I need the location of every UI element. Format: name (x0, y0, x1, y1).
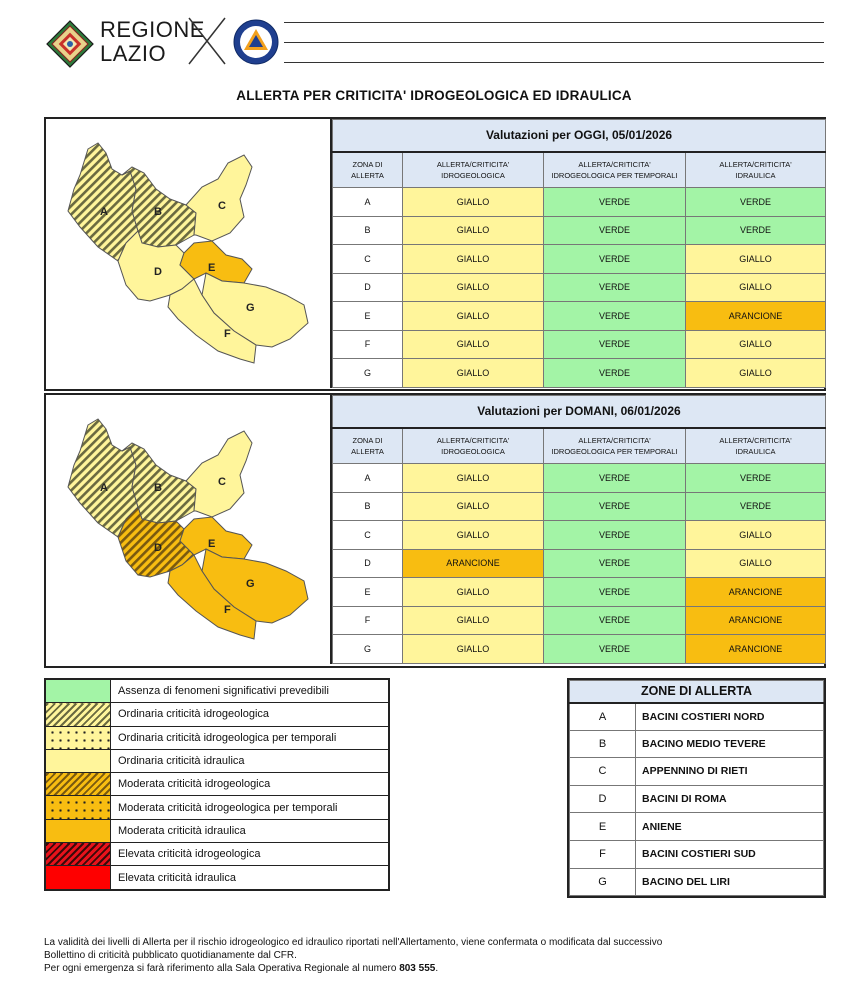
temporali-cell: VERDE (544, 216, 686, 245)
col-header-zone-l2: ALLERTA (351, 446, 384, 456)
zone-cell: E (333, 578, 403, 607)
zone-name: BACINO DEL LIRI (636, 868, 824, 896)
legend-swatch (46, 843, 111, 866)
table-row (333, 549, 826, 578)
legend-swatch (46, 749, 111, 772)
zone-name: ANIENE (636, 813, 824, 841)
col-header-idraulica (686, 152, 826, 188)
zone-letter: E (570, 813, 636, 841)
legend-label: Ordinaria criticità idrogeologica (111, 703, 389, 726)
table-row (333, 216, 826, 245)
emergency-phone: 803 555 (399, 963, 436, 974)
zone-letter: A (570, 703, 636, 731)
temporali-cell: VERDE (544, 330, 686, 359)
legend-row (46, 819, 389, 842)
idro-cell: GIALLO (403, 521, 544, 550)
idraulica-cell: VERDE (686, 188, 826, 217)
zone-cell: B (333, 216, 403, 245)
idro-cell: GIALLO (403, 492, 544, 521)
zone-name: APPENNINO DI RIETI (636, 758, 824, 786)
legend-label: Assenza di fenomeni significativi prevedibili (111, 680, 389, 703)
col-header-idraulica-l1: ALLERTA/CRITICITA' (719, 435, 792, 445)
idro-cell: GIALLO (403, 245, 544, 274)
legend-swatch (46, 703, 111, 726)
legend-swatch (46, 726, 111, 749)
today-map-label-c: C (218, 200, 226, 212)
idro-cell: GIALLO (403, 330, 544, 359)
table-row (333, 492, 826, 521)
col-header-idraulica-l2: IDRAULICA (735, 170, 776, 180)
idraulica-cell: ARANCIONE (686, 606, 826, 635)
legend-swatch (46, 680, 111, 703)
col-header-zone (333, 428, 403, 464)
tomorrow-map-label-b: B (154, 482, 162, 494)
today-map (46, 119, 330, 389)
today-table (330, 119, 824, 388)
tomorrow-map-svg (46, 395, 330, 666)
zone-name: BACINO MEDIO TEVERE (636, 730, 824, 758)
idro-cell: GIALLO (403, 273, 544, 302)
legend-swatch (46, 773, 111, 796)
table-row (333, 330, 826, 359)
legend-swatch (46, 819, 111, 842)
document-title: ALLERTA PER CRITICITA' IDROGEOLOGICA ED IDRAULICA (236, 88, 632, 103)
col-header-idraulica (686, 428, 826, 464)
tomorrow-map (46, 395, 330, 666)
idraulica-cell: VERDE (686, 216, 826, 245)
region-name-line1: REGIONE (100, 17, 205, 42)
idro-cell: GIALLO (403, 635, 544, 664)
temporali-cell: VERDE (544, 549, 686, 578)
today-map-label-f: F (224, 328, 231, 340)
tomorrow-title: Valutazioni per DOMANI, 06/01/2026 (333, 396, 826, 428)
tomorrow-zone-c (186, 431, 252, 517)
today-map-label-d: D (154, 266, 162, 278)
col-header-temporali (544, 428, 686, 464)
tomorrow-map-label-e: E (208, 538, 216, 550)
col-header-zone (333, 152, 403, 188)
idraulica-cell: GIALLO (686, 273, 826, 302)
col-header-idro-l1: ALLERTA/CRITICITA' (436, 435, 510, 445)
zone-cell: D (333, 273, 403, 302)
zone-cell: A (333, 464, 403, 493)
zone-row (570, 868, 824, 896)
region-name-line2: LAZIO (100, 41, 167, 66)
idraulica-cell: GIALLO (686, 521, 826, 550)
legend-swatch (46, 796, 111, 819)
legend-label: Ordinaria criticità idraulica (111, 749, 389, 772)
zone-cell: C (333, 245, 403, 274)
zone-letter: F (570, 840, 636, 868)
legend (44, 678, 390, 891)
zone-row (570, 813, 824, 841)
legend-label: Ordinaria criticità idrogeologica per temporali (111, 726, 389, 749)
zone-row (570, 730, 824, 758)
legend-row (46, 796, 389, 819)
temporali-cell: VERDE (544, 635, 686, 664)
temporali-cell: VERDE (544, 578, 686, 607)
footer-line-3-suffix: . (435, 963, 439, 974)
idraulica-cell: VERDE (686, 492, 826, 521)
legend-row (46, 703, 389, 726)
today-panel (44, 117, 826, 391)
table-row (333, 359, 826, 388)
tomorrow-map-label-f: F (224, 604, 231, 616)
temporali-cell: VERDE (544, 188, 686, 217)
table-row (333, 245, 826, 274)
zone-cell: E (333, 302, 403, 331)
protezione-civile-logo-icon (232, 18, 280, 66)
today-title: Valutazioni per OGGI, 05/01/2026 (333, 120, 826, 152)
idraulica-cell: GIALLO (686, 359, 826, 388)
tomorrow-map-label-g: G (246, 578, 255, 590)
zone-cell: G (333, 359, 403, 388)
zone-letter: B (570, 730, 636, 758)
temporali-cell: VERDE (544, 492, 686, 521)
idraulica-cell: VERDE (686, 464, 826, 493)
idraulica-cell: GIALLO (686, 549, 826, 578)
legend-row (46, 773, 389, 796)
legend-label: Elevata criticità idrogeologica (111, 843, 389, 866)
idraulica-cell: ARANCIONE (686, 302, 826, 331)
zone-cell: G (333, 635, 403, 664)
col-header-zone-l1: ZONA DI (352, 159, 383, 169)
idraulica-cell: ARANCIONE (686, 578, 826, 607)
today-map-label-e: E (208, 262, 216, 274)
zone-letter: D (570, 785, 636, 813)
col-header-temporali-l1: ALLERTA/CRITICITA' (578, 435, 651, 445)
col-header-idro (403, 152, 544, 188)
zone-row (570, 758, 824, 786)
header-rule-1 (284, 22, 824, 23)
col-header-idraulica-l1: ALLERTA/CRITICITA' (719, 159, 792, 169)
today-map-label-b: B (154, 206, 162, 218)
table-row (333, 302, 826, 331)
zone-cell: F (333, 606, 403, 635)
table-row (333, 521, 826, 550)
idraulica-cell: ARANCIONE (686, 635, 826, 664)
legend-label: Moderata criticità idrogeologica (111, 773, 389, 796)
col-header-zone-l2: ALLERTA (351, 170, 384, 180)
idro-cell: GIALLO (403, 188, 544, 217)
zone-row (570, 703, 824, 731)
legend-row (46, 680, 389, 703)
temporali-cell: VERDE (544, 464, 686, 493)
zone-name: BACINI COSTIERI SUD (636, 840, 824, 868)
regione-lazio-crest-icon (46, 20, 94, 68)
legend-label: Moderata criticità idraulica (111, 819, 389, 842)
table-row (333, 188, 826, 217)
header-divider-icon (185, 16, 229, 66)
table-row (333, 464, 826, 493)
footer-line-3 (44, 962, 834, 975)
zone-row (570, 840, 824, 868)
zone-cell: B (333, 492, 403, 521)
legend-swatch (46, 866, 111, 889)
today-zone-c (186, 155, 252, 241)
col-header-idraulica-l2: IDRAULICA (735, 446, 776, 456)
col-header-idro (403, 428, 544, 464)
footer-line-2: Bollettino di criticità pubblicato quotidianamente dal CFR. (44, 950, 297, 961)
temporali-cell: VERDE (544, 302, 686, 331)
zone-cell: C (333, 521, 403, 550)
zone-cell: A (333, 188, 403, 217)
idro-cell: ARANCIONE (403, 549, 544, 578)
legend-label: Moderata criticità idrogeologica per temporali (111, 796, 389, 819)
header-rule-2 (284, 42, 824, 43)
idro-cell: GIALLO (403, 216, 544, 245)
temporali-cell: VERDE (544, 245, 686, 274)
tomorrow-map-label-d: D (154, 542, 162, 554)
today-map-svg (46, 119, 330, 389)
legend-row (46, 843, 389, 866)
table-row (333, 606, 826, 635)
table-row (333, 578, 826, 607)
zone-cell: F (333, 330, 403, 359)
zone-row (570, 785, 824, 813)
idraulica-cell: GIALLO (686, 330, 826, 359)
legend-label: Elevata criticità idraulica (111, 866, 389, 889)
page-header (0, 0, 868, 80)
temporali-cell: VERDE (544, 606, 686, 635)
tomorrow-panel (44, 393, 826, 668)
tomorrow-table (330, 395, 824, 664)
temporali-cell: VERDE (544, 521, 686, 550)
col-header-zone-l1: ZONA DI (352, 435, 383, 445)
footer-line-1: La validità dei livelli di Allerta per il rischio idrogeologico ed idraulico riportati nell'Allertamento, viene confermata o modificata dal successivo (44, 937, 663, 948)
idro-cell: GIALLO (403, 578, 544, 607)
table-row (333, 273, 826, 302)
today-map-label-g: G (246, 302, 255, 314)
col-header-idro-l2: IDROGEOLOGICA (441, 170, 505, 180)
zone-name: BACINI DI ROMA (636, 785, 824, 813)
temporali-cell: VERDE (544, 359, 686, 388)
idro-cell: GIALLO (403, 464, 544, 493)
footer-note (44, 936, 834, 975)
zone-cell: D (333, 549, 403, 578)
zone-letter: G (570, 868, 636, 896)
zones-title: ZONE DI ALLERTA (570, 681, 824, 703)
zones-table (567, 678, 826, 898)
col-header-temporali-l2: IDROGEOLOGICA PER TEMPORALI (551, 170, 678, 180)
table-row (333, 635, 826, 664)
temporali-cell: VERDE (544, 273, 686, 302)
col-header-idro-l2: IDROGEOLOGICA (441, 446, 505, 456)
zone-name: BACINI COSTIERI NORD (636, 703, 824, 731)
col-header-idro-l1: ALLERTA/CRITICITA' (436, 159, 510, 169)
idro-cell: GIALLO (403, 302, 544, 331)
legend-row (46, 726, 389, 749)
zone-letter: C (570, 758, 636, 786)
idro-cell: GIALLO (403, 359, 544, 388)
header-rule-3 (284, 62, 824, 63)
legend-row (46, 866, 389, 889)
col-header-temporali-l1: ALLERTA/CRITICITA' (578, 159, 651, 169)
idraulica-cell: GIALLO (686, 245, 826, 274)
today-map-label-a: A (100, 206, 108, 218)
idro-cell: GIALLO (403, 606, 544, 635)
footer-line-3-prefix: Per ogni emergenza si farà riferimento alla Sala Operativa Regionale al numero (44, 963, 400, 974)
tomorrow-map-label-c: C (218, 476, 226, 488)
col-header-temporali (544, 152, 686, 188)
col-header-temporali-l2: IDROGEOLOGICA PER TEMPORALI (551, 446, 678, 456)
legend-row (46, 749, 389, 772)
tomorrow-map-label-a: A (100, 482, 108, 494)
